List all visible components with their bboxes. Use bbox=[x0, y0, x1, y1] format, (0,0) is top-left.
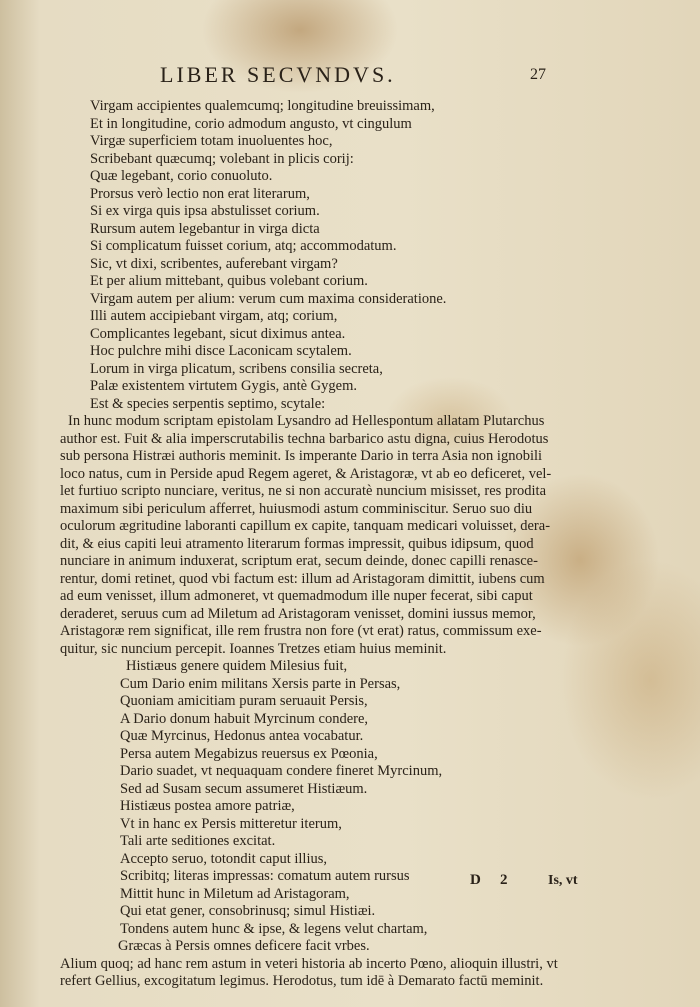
text-line: Virgam accipientes qualemcumq; longitudine breuissimam, bbox=[90, 98, 435, 114]
text-line: Aristagoræ rem significat, ille rem frustra non fore (vt erat) ratus, commissum exe- bbox=[60, 623, 542, 639]
text-line: Est & species serpentis septimo, scytale: bbox=[90, 395, 326, 412]
text-line: Accepto seruo, totondit caput illius, bbox=[120, 850, 327, 867]
text-line: Palæ existentem virtutem Gygis, antè Gygem. bbox=[90, 378, 357, 394]
text-line: dit, & eius capiti leui atramento literarum formas impressit, quibus idipsum, quod bbox=[60, 535, 534, 552]
text-line: Si complicatum fuisset corium, atq; accommodatum. bbox=[90, 238, 397, 254]
text-line: loco natus, cum in Perside apud Regem ageret, & Aristagoræ, vt ab eo deficeret, vel- bbox=[60, 465, 552, 482]
text-line: sub persona Histræi authoris meminit. Is imperante Dario in terra Asia non ignobili bbox=[60, 448, 543, 464]
text-line: nunciare in animum induxerat, scriptum erat, secum deinde, donec capilli renasce- bbox=[60, 553, 538, 569]
text-line: Quæ legebant, corio conuoluto. bbox=[90, 168, 273, 184]
catchword: Is, vt bbox=[548, 873, 578, 888]
text-line: Quæ Myrcinus, Hedonus antea vocabatur. bbox=[120, 728, 364, 744]
text-line: Complicantes legebant, sicut diximus antea. bbox=[90, 325, 346, 342]
text-line: refert Gellius, excogitatum legimus. Herodotus, tum idē à Demarato factū meminit. bbox=[60, 973, 544, 989]
text-line: Virgæ superficiem totam inuoluentes hoc, bbox=[90, 133, 333, 149]
text-line: oculorum ægritudine laboranti capillum ex capite, tanquam medicari voluisset, dera- bbox=[60, 518, 551, 534]
text-line: Et per alium mittebant, quibus volebant corium. bbox=[90, 273, 368, 289]
text-line: Mittit hunc in Miletum ad Aristagoram, bbox=[120, 885, 350, 902]
text-line: quitur, sic nuncium percepit. Ioannes Tretzes etiam huius meminit. bbox=[60, 640, 447, 657]
text-line: Histiæus postea amore patriæ, bbox=[120, 798, 295, 814]
text-line: Græcas à Persis omnes deficere facit vrbes. bbox=[118, 938, 370, 954]
text-line: Et in longitudine, corio admodum angusto, vt cingulum bbox=[90, 115, 412, 132]
running-title: LIBER SECVNDVS. bbox=[160, 62, 396, 87]
text-line: Tali arte seditiones excitat. bbox=[120, 833, 276, 849]
page-number: 27 bbox=[530, 66, 546, 83]
text-line: Vt in hanc ex Persis mitteretur iterum, bbox=[120, 815, 342, 832]
text-line: rentur, domi retinet, quod vbi factum est: illum ad Aristagoram dimittit, iubens cum bbox=[60, 570, 545, 587]
text-line: Prorsus verò lectio non erat literarum, bbox=[90, 185, 310, 202]
text-line: ad eum venisset, illum admoneret, vt quemadmodum ille nuper fecerat, sibi caput bbox=[60, 588, 533, 604]
text-line: Rursum autem legebantur in virga dicta bbox=[90, 220, 320, 237]
text-line: A Dario donum habuit Myrcinum condere, bbox=[120, 710, 369, 727]
text-line: Virgam autem per alium: verum cum maxima consideratione. bbox=[90, 290, 447, 307]
text-line: Scribebant quæcumq; volebant in plicis corij: bbox=[90, 150, 354, 167]
text-line: author est. Fuit & alia imperscrutabilis techna barbarico astu digna, cuius Herodotus bbox=[60, 430, 549, 447]
text-line: deraderet, seruus cum ad Miletum ad Aristagoram venisset, domini iussus memor, bbox=[60, 605, 536, 622]
text-line: Lorum in virga plicatum, scribens consilia secreta, bbox=[90, 360, 383, 377]
text-line: Quoniam amicitiam puram seruauit Persis, bbox=[120, 693, 368, 709]
text-line: Tondens autem hunc & ipse, & legens velut chartam, bbox=[120, 920, 428, 937]
text-line: Cum Dario enim militans Xersis parte in Persas, bbox=[120, 675, 401, 692]
text-line: In hunc modum scriptam epistolam Lysandro ad Hellespontum allatam Plutarchus bbox=[68, 413, 545, 429]
text-line: Qui etat gener, consobrinusq; simul Histiæi. bbox=[120, 903, 376, 919]
text-line: maximum sibi periculum afferret, huiusmodi astum comminiscitur. Seruo suo diu bbox=[60, 500, 533, 517]
text-line: Scribitq; literas impressas: comatum autem rursus bbox=[120, 868, 410, 884]
text-line: Si ex virga quis ipsa abstulisset corium. bbox=[90, 203, 320, 219]
signature-number: 2 bbox=[500, 872, 508, 888]
text-line: Illi autem accipiebant virgam, atq; corium, bbox=[90, 308, 338, 324]
text-line: Sed ad Susam secum assumeret Histiæum. bbox=[120, 780, 368, 797]
text-line: Sic, vt dixi, scribentes, auferebant virgam? bbox=[90, 255, 338, 272]
text-line: Persa autem Megabizus reuersus ex Pœonia, bbox=[120, 745, 378, 762]
text-line: Histiæus genere quidem Milesius fuit, bbox=[126, 658, 348, 674]
text-line: Dario suadet, vt nequaquam condere fineret Myrcinum, bbox=[120, 763, 443, 779]
text-line: let furtiuo scripto nunciare, veritus, ne si non accuratè nuncium misisset, res prodita bbox=[60, 483, 547, 499]
signature-mark: D bbox=[470, 872, 481, 888]
text-line: Alium quoq; ad hanc rem astum in veteri historia ab incerto Pœno, alioquin illustri, vt bbox=[60, 955, 558, 972]
text-line: Hoc pulchre mihi disce Laconicam scytalem. bbox=[90, 343, 352, 359]
